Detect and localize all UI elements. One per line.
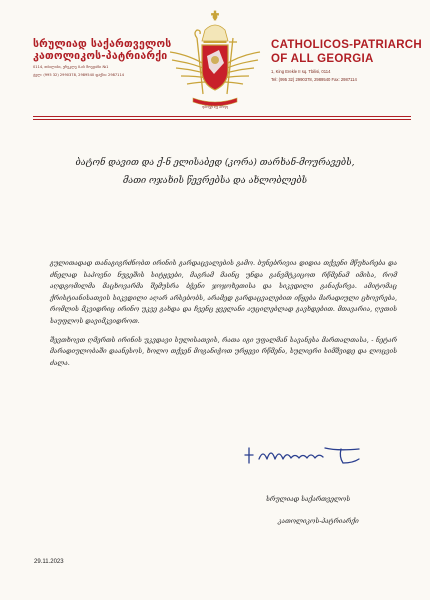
addressee-line2: მათი ოჯახის წევრებსა და ახლობლებს [122, 176, 308, 186]
emblem-caption: ⴄⴋⴖⴂⴙ ⴀⴂ ⴋⴌⴄⴄ [202, 105, 228, 109]
letterhead-title-english-line2: OF ALL GEORGIA [271, 53, 374, 65]
letter-date: 29.11.2023 [34, 559, 64, 565]
signoff-line2: კათოლიკოს-პატრიარქი [278, 517, 359, 525]
signoff-block [266, 494, 396, 526]
body-paragraph-2: შევთხოვთ ღმერთს ირინის უკვდავი სულისათვის, რათა იგი უფალმან სავანესა მართალთასა, - ნეტარ მარადიულობაში დაანესოს, ხოლო თქვენ მოგანიჭოთ ურყევი რწმენა, სულიერი სიმშვიდე და ლოცვის ძალა. [50, 335, 397, 367]
letterhead-title-georgian-line2: კათოლიკოს-პატრიარქი [33, 50, 168, 62]
addressee-line1: ბატონ დავით და ქ-ნ ელისაბედ (კორა) თარხან-მოურავებს, [75, 158, 355, 168]
letterhead-divider-thin [33, 119, 411, 120]
letterhead-address-english-line2: Tel: (995 32) 2990378, 2989540 Fax: 2987114 [271, 77, 357, 82]
emblem-crown-band [204, 41, 227, 43]
letterhead-georgian [33, 38, 183, 78]
letter-body [50, 258, 397, 376]
emblem-shield [202, 45, 228, 90]
letterhead-divider [33, 116, 411, 117]
letterhead-address-english-line1: 1, King Erekle II sq. Tbilisi, 0114 [271, 69, 331, 74]
letterhead-address-georgian-line1: 0114, თბილისი, ერეკლე II-ის მოედანი №1 [33, 65, 109, 69]
letterhead-title-georgian-line1: სრულიად საქართველოს [33, 38, 172, 50]
patriarchate-emblem [167, 8, 263, 112]
letterhead-english [271, 38, 421, 82]
handwritten-signature [241, 443, 363, 467]
signoff-line1: სრულიად საქართველოს [266, 495, 351, 503]
letterhead-address-georgian-line2: ტელ: (995 32) 2990378, 2989540 ფაქსი: 2987114 [33, 73, 125, 77]
emblem-crown [202, 11, 228, 41]
letterhead-title-english-line1: CATHOLICOS-PATRIARCH [271, 39, 423, 51]
addressee-block [33, 154, 397, 190]
body-paragraph-1: გულითადად თანაგიგრძნობთ ირინის გარდაცვალების გამო. ბუნებრივია დიდია თქვენი მწუხარება და ძნელად საპოვნი ნუგეშის სიტყვები, მაგრამ მაინც უნდა განვმტკიცოთ რწმენამ იმისა, რომ აღდგომილმა მაცხოვარმა შემუსრა ბჭენი ჯოჯოხეთისა და სიკვდილი განაქარვა. ამიტომაც ქრისტიანისათვის სიკვდილი აღარ არსებობს, არამედ გარდაცვალებით იწყება მარადიული ცხოვრება, რომლის მკვიდრიც ირინო უკვე გახდა და ჩვენც ყველანი აუცილებლად გავხდებით. მთავარია, ღვთის საუფლოს დავიმკვიდროთ. [50, 259, 397, 325]
